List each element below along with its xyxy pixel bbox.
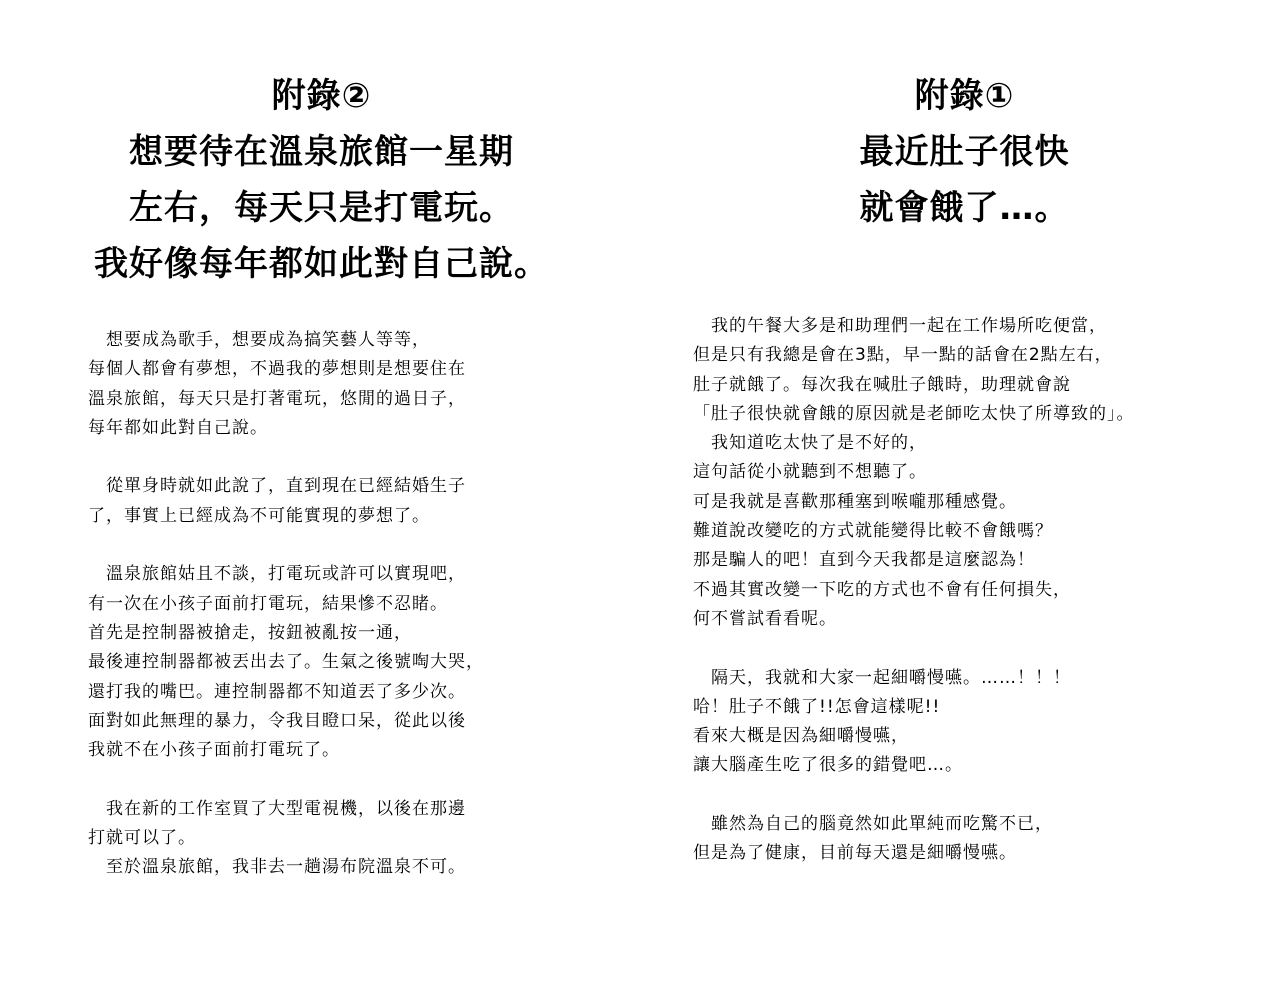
title-line: 想要待在溫泉旅館一星期 bbox=[129, 132, 514, 172]
right-page bbox=[643, 0, 1286, 998]
title-line: 左右，每天只是打電玩。 bbox=[129, 188, 514, 228]
appendix-label: 附錄② bbox=[271, 76, 372, 116]
text-line: 每個人都會有夢想，不過我的夢想則是想要住在 bbox=[88, 359, 466, 380]
text-line: 打就可以了。 bbox=[88, 828, 196, 849]
paragraph-gap bbox=[693, 781, 1135, 810]
appendix-label: 附錄① bbox=[914, 76, 1015, 116]
right-body-text bbox=[693, 312, 1135, 869]
text-line: 哈！肚子不餓了!!怎會這樣呢!! bbox=[693, 696, 941, 717]
text-line: 這句話從小就聽到不想聽了。 bbox=[693, 462, 927, 483]
text-line: 了，事實上已經成為不可能實現的夢想了。 bbox=[88, 505, 430, 526]
title-line: 就會餓了…。 bbox=[859, 188, 1070, 228]
text-line: 「肚子很快就會餓的原因就是老師吃太快了所導致的」。 bbox=[693, 403, 1135, 424]
text-line: 肚子就餓了。每次我在喊肚子餓時，助理就會說 bbox=[693, 374, 1071, 395]
text-line: 看來大概是因為細嚼慢嚥， bbox=[693, 726, 909, 747]
paragraph-gap bbox=[693, 634, 1135, 663]
text-line: 何不嘗試看看呢。 bbox=[693, 608, 837, 629]
text-line: 還打我的嘴巴。連控制器都不知道丟了多少次。 bbox=[88, 681, 466, 702]
text-line: 不過其實改變一下吃的方式也不會有任何損失， bbox=[693, 579, 1071, 600]
text-line: 溫泉旅館姑且不談，打電玩或許可以實現吧， bbox=[88, 564, 466, 585]
text-line: 我知道吃太快了是不好的， bbox=[693, 433, 927, 454]
left-body-text bbox=[88, 326, 484, 883]
text-line: 面對如此無理的暴力，令我目瞪口呆，從此以後 bbox=[88, 710, 466, 731]
text-line: 雖然為自己的腦竟然如此單純而吃驚不已， bbox=[693, 814, 1053, 835]
title-line: 我好像每年都如此對自己說。 bbox=[94, 244, 549, 284]
text-line: 我在新的工作室買了大型電視機，以後在那邊 bbox=[88, 798, 466, 819]
text-line: 從單身時就如此說了，直到現在已經結婚生子 bbox=[88, 476, 466, 497]
paragraph-gap bbox=[88, 765, 484, 794]
text-line: 溫泉旅館，每天只是打著電玩，悠閒的過日子， bbox=[88, 388, 466, 409]
title-line: 最近肚子很快 bbox=[859, 132, 1070, 172]
paragraph-gap bbox=[88, 443, 484, 472]
text-line: 我的午餐大多是和助理們一起在工作場所吃便當， bbox=[693, 316, 1107, 336]
text-line: 可是我就是喜歡那種塞到喉嚨那種感覺。 bbox=[693, 491, 1017, 512]
text-line: 最後連控制器都被丟出去了。生氣之後號啕大哭， bbox=[88, 652, 484, 673]
text-line: 難道說改變吃的方式就能變得比較不會餓嗎？ bbox=[693, 521, 1053, 542]
left-heading bbox=[0, 76, 643, 292]
text-line: 隔天，我就和大家一起細嚼慢嚥。……！！！ bbox=[693, 667, 1071, 688]
text-line: 但是只有我總是會在3點，早一點的話會在2點左右， bbox=[693, 345, 1113, 366]
text-line: 至於溫泉旅館，我非去一趟湯布院溫泉不可。 bbox=[88, 857, 466, 878]
text-line: 我就不在小孩子面前打電玩了。 bbox=[88, 740, 340, 761]
text-line: 那是騙人的吧！直到今天我都是這麼認為！ bbox=[693, 550, 1035, 571]
text-line: 但是為了健康，目前每天還是細嚼慢嚥。 bbox=[693, 843, 1017, 864]
text-line: 每年都如此對自己說。 bbox=[88, 417, 268, 438]
text-line: 有一次在小孩子面前打電玩，結果慘不忍睹。 bbox=[88, 593, 448, 614]
right-heading bbox=[643, 76, 1286, 236]
text-line: 讓大腦產生吃了很多的錯覺吧…。 bbox=[693, 755, 963, 776]
text-line: 首先是控制器被搶走，按鈕被亂按一通， bbox=[88, 622, 412, 643]
paragraph-gap bbox=[88, 531, 484, 560]
text-line: 想要成為歌手，想要成為搞笑藝人等等， bbox=[88, 330, 430, 350]
